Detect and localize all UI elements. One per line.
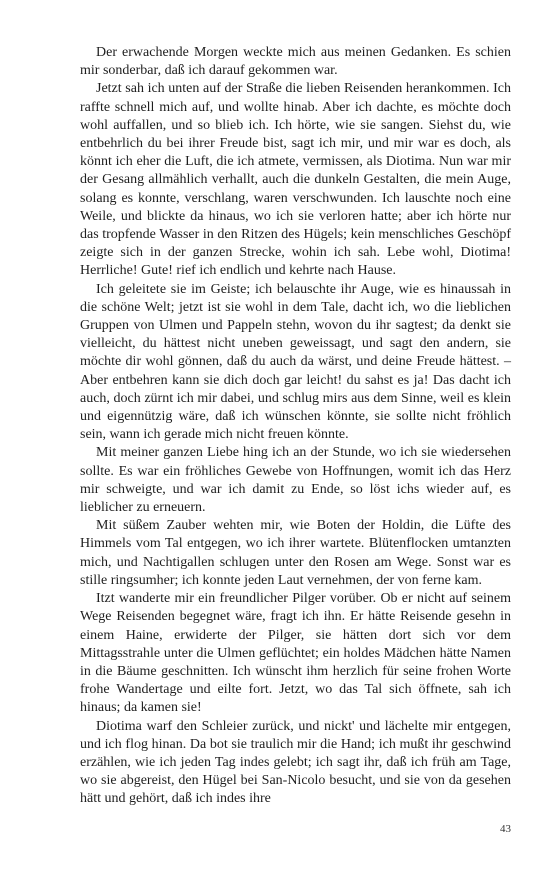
paragraph: Itzt wanderte mir ein freundlicher Pilger vorüber. Ob er nicht auf seinem Wege Reisenden begegnet wäre, fragt ich ihn. Er hätte Reisende gesehn in einem Haine, erwiderte der Pilger, sie hätten dort sich vor dem Mittagsstrahle unter die Ulmen geflüchtet; ein holdes Mädchen hätte Namen in die Bäume geschnitten. Ich wünscht ihm herzlich für seine frohen Worte frohe Wandertage und eilte fort. Jetzt, wo das Tal sich öffnete, sah ich hinaus; da kamen sie! [80, 591, 511, 716]
paragraph: Ich geleitete sie im Geiste; ich belauschte ihr Auge, wie es hinaussah in die schöne Welt; jetzt ist sie wohl in dem Tale, dacht ich, wo die lieblichen Gruppen von Ulmen und Pappeln stehn, wovon du ihr sagtest; da denkt sie vielleicht, du hättest nicht uneben geweissagt, und sagt den andern, sie möchte dir wohl gönnen, daß du auch da wärst, und deine Freude hättest. – Aber entbehren kann sie dich doch gar leicht! du sahst es ja! Das dacht ich auch, doch zürnt ich mir dabei, und schlug mirs aus dem Sinne, weil es klein und eigennützig wäre, daß ich wünschen könnte, sie sollte nicht fröhlich sein, wann ich gerade mich nicht freuen könnte. [80, 281, 511, 443]
paragraph: Mit süßem Zauber wehten mir, wie Boten der Holdin, die Lüfte des Himmels vom Tal entgegen, wo ich ihrer wartete. Blütenflocken umtanzten mich, und Nachtigallen schlugen unter den Rosen am Wege. Sonst war es stille ringsumher; ich konnte jeden Laut vernehmen, der von ferne kam. [80, 518, 511, 588]
paragraph: Mit meiner ganzen Liebe hing ich an der Stunde, wo ich sie wiedersehen sollte. Es war ein fröhliches Gewebe von Hoffnungen, womit ich das Herz mir schweigte, und war ich damit zu Ende, so löst ichs wieder auf, es lieblicher zu erneuern. [80, 445, 511, 516]
paragraph: Jetzt sah ich unten auf der Straße die lieben Reisenden herankommen. Ich raffte schnell mich auf, und wollte hinab. Aber ich dachte, es möchte doch wohl auffallen, und so blieb ich. Ich hörte, wie sie sangen. Siehst du, wie entbehrlich du bei ihrer Freude bist, sagt ich mir, und mir war es doch, als könnt ich eher die Luft, die ich atmete, vermissen, als Diotima. Nun war mir der Gesang allmählich verhallt, auch die dunkeln Gestalten, die mein Auge, solang es konnte, verschlang, waren verschwunden. Ich lauschte noch eine Weile, und blickte da hinaus, wo ich sie verloren hatte; aber ich hörte nur das tropfende Wasser in den Ritzen des Hügels; kein menschliches Geschöpf zeigte sich in der ganzen Strecke, wohin ich sah. Lebe wohl, Diotima! Herrliche! Gute! rief ich endlich und kehrte nach Hause. [80, 81, 511, 279]
page-number: 43 [500, 823, 511, 835]
paragraph: Diotima warf den Schleier zurück, und nickt' und lächelte mir entgegen, und ich flog hinan. Da bot sie traulich mir die Hand; ich mußt ihr geschwind erzählen, wie ich jeden Tag indes gelebt; ich sagt ihr, daß ich früh am Tage, wo sie abgereist, den Hügel bei San-Nicolo besucht, und sie von da gesehen hätt und gehört, daß ich indes ihre [80, 718, 511, 807]
page-text [80, 44, 511, 809]
paragraph: Der erwachende Morgen weckte mich aus meinen Gedanken. Es schien mir sonderbar, daß ich darauf gekommen war. [80, 45, 511, 79]
